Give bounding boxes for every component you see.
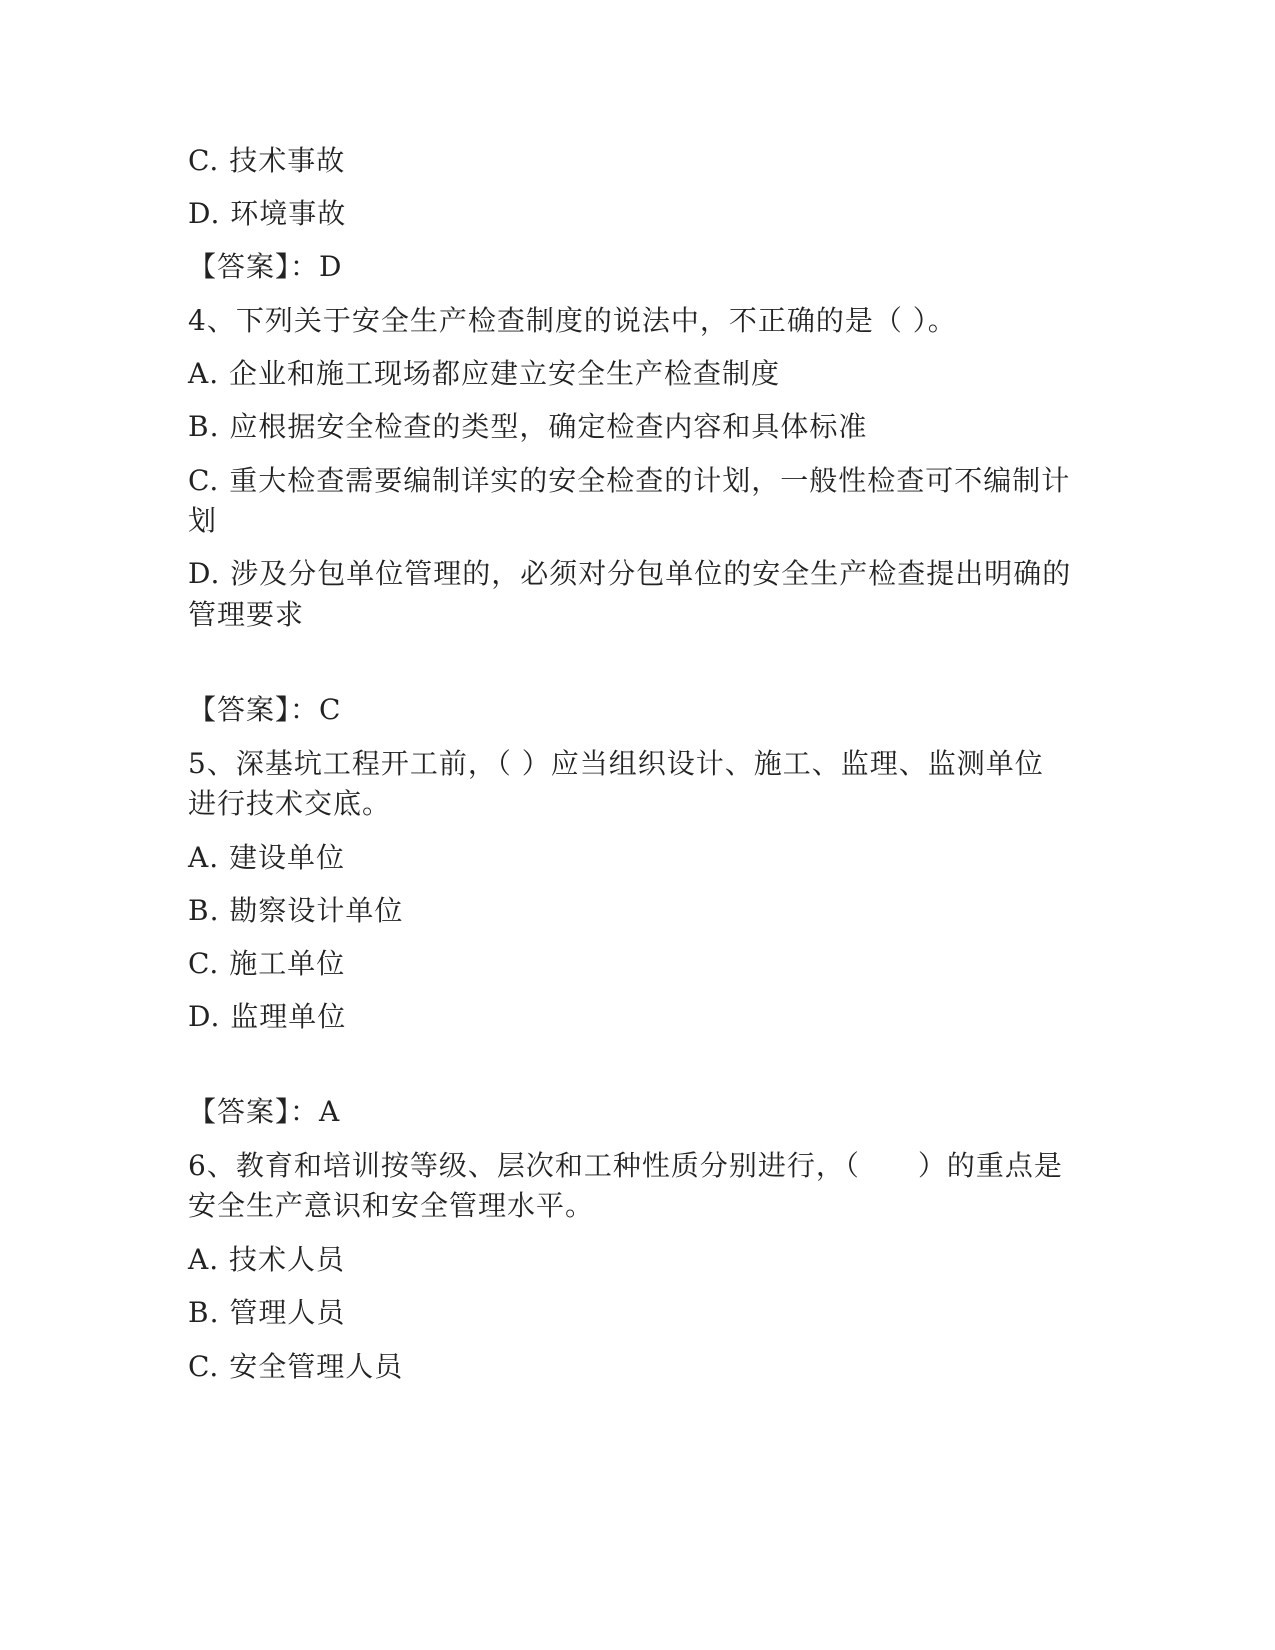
q6-stem-line1: 6、教育和培训按等级、层次和工种性质分别进行，（ ）的重点是 <box>188 1149 1063 1182</box>
q6-option-c: C. 安全管理人员 <box>188 1350 404 1383</box>
q4-stem: 4、下列关于安全生产检查制度的说法中，不正确的是（ ）。 <box>188 304 957 337</box>
q4-option-c-line2: 划 <box>188 504 218 537</box>
q3-option-c: C. 技术事故 <box>188 144 346 177</box>
q5-option-a: A. 建设单位 <box>188 841 346 874</box>
q3-option-d: D. 环境事故 <box>188 197 347 230</box>
q4-option-d-line1: D. 涉及分包单位管理的，必须对分包单位的安全生产检查提出明确的 <box>188 557 1072 590</box>
q6-option-a: A. 技术人员 <box>188 1243 346 1276</box>
q5-stem-line2: 进行技术交底。 <box>188 787 392 820</box>
q4-option-b: B. 应根据安全检查的类型，确定检查内容和具体标准 <box>188 410 868 443</box>
q4-option-a: A. 企业和施工现场都应建立安全生产检查制度 <box>188 357 781 390</box>
q6-option-b: B. 管理人员 <box>188 1296 346 1329</box>
q4-answer: 【答案】：C <box>188 693 342 726</box>
q6-stem-line2: 安全生产意识和安全管理水平。 <box>188 1189 595 1222</box>
q5-option-c: C. 施工单位 <box>188 947 346 980</box>
q4-option-d-line2: 管理要求 <box>188 598 305 631</box>
q5-option-b: B. 勘察设计单位 <box>188 894 404 927</box>
q5-stem-line1: 5、深基坑工程开工前，（ ）应当组织设计、施工、监理、监测单位 <box>188 747 1044 780</box>
q5-option-d: D. 监理单位 <box>188 1000 347 1033</box>
q4-option-c-line1: C. 重大检查需要编制详实的安全检查的计划，一般性检查可不编制计 <box>188 464 1071 497</box>
q3-answer: 【答案】：D <box>188 250 343 283</box>
q5-answer: 【答案】：A <box>188 1095 341 1128</box>
